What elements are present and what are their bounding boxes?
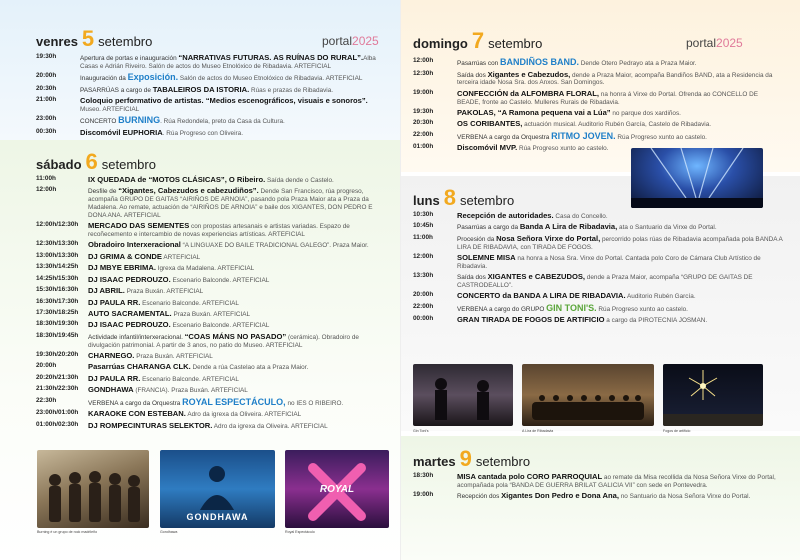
event-details: (FRANCIA). Praza Buxán. ARTEFICIAL	[133, 387, 248, 395]
event-time: 23:00h/01:00h	[36, 409, 79, 417]
brand-logo-right	[686, 36, 743, 50]
photo-caption-gin-tonis: Gin Toni's	[413, 429, 429, 433]
schedule-row	[36, 85, 381, 95]
event-details: ao remate da Misa recollida da Nosa Señora Virxe do Portal, acompañada pola “BANDA DE GUERRA BRILAT GALICIA VII” con sede en Pontevedra.	[457, 474, 776, 489]
event-details: Praza Buxán. ARTEFICIAL	[134, 352, 213, 360]
event-time: 15:30h/16:30h	[36, 286, 79, 294]
schedule-row	[36, 309, 381, 319]
guitarists-silhouette-icon	[413, 364, 513, 426]
schedule-row	[413, 222, 783, 232]
event-time: 21:30h/22:30h	[36, 385, 79, 393]
event-details: Casa do Concello.	[553, 213, 608, 220]
event-details: Escenario Balconde. ARTEFICIAL	[170, 322, 270, 330]
event-title: “Xigantes, Cabezudos e cabezudiños”.	[118, 186, 259, 196]
event-time: 23:00h	[36, 115, 57, 123]
event-title: IX QUEDADA de “MOTOS CLÁSICAS”, O Ribeiro.	[88, 175, 266, 184]
event-details: Adro da igrexa da Oliveira. ARTEFICIAL	[212, 422, 328, 430]
event-title: DJ ISAAC PEDROUZO.	[88, 320, 171, 330]
event-title: “COAS MÁNS NO PASADO”	[184, 331, 287, 341]
event-time: 18:30h/19:30h	[36, 320, 79, 328]
sunday-schedule	[413, 57, 783, 155]
photo-fireworks	[663, 364, 763, 426]
event-details: Escenario Balconde. ARTEFICIAL	[170, 276, 270, 284]
event-details: (cerámica). Obradoiro de divulgación patrimonial. A partir de 3 anos, no patio do Museo. ARTEFICIAL	[88, 333, 359, 349]
gondhawa-photo-label: GONDHAWA	[186, 512, 249, 522]
event-title: PAKOLAS, “A Ramona pequena vai a Lúa”	[457, 108, 611, 117]
event-time: 20:00h	[36, 72, 57, 80]
schedule-row	[413, 108, 783, 118]
event-description	[80, 53, 381, 71]
schedule-row	[36, 286, 381, 296]
event-description	[88, 221, 381, 239]
event-description	[88, 240, 381, 250]
event-time: 01:00h/02:30h	[36, 420, 79, 428]
event-details: Praza Buxán. ARTEFICIAL	[171, 310, 251, 318]
tuesday-day-number: 9	[459, 446, 472, 471]
event-time: 22:00h	[413, 130, 434, 138]
event-details: con propostas artesanais e artistas variadas. Espazo de recoñecemento e intercambio de novas experiencias artísticas. ARTEFICIAL	[88, 223, 350, 239]
event-description	[80, 128, 381, 138]
event-time: 01:00h	[413, 143, 434, 151]
schedule-row	[413, 491, 783, 501]
event-lead: VERBENA a cargo do GRUPO	[457, 305, 547, 313]
event-time: 22:00h	[413, 302, 434, 310]
event-details: . Rúa Progreso con Oliveira.	[162, 129, 243, 137]
photo-caption-royal: Royal Espectáculo	[285, 530, 315, 534]
event-time: 11:00h	[36, 175, 56, 182]
event-description	[80, 96, 381, 114]
saturday-heading	[36, 151, 156, 173]
event-title: Nosa Señora Virxe do Portal,	[496, 233, 601, 243]
schedule-row	[413, 234, 783, 252]
sunday-weekday: domingo	[413, 36, 468, 51]
event-description	[88, 186, 381, 219]
event-description	[457, 472, 783, 490]
event-title: GONDHAWA	[88, 385, 134, 395]
photo-burning-band	[37, 450, 149, 528]
photo-banda-lira	[522, 364, 654, 426]
photo-caption-burning: Burning é un grupo de rock madrileño	[37, 530, 98, 534]
event-description	[457, 57, 783, 68]
schedule-row	[36, 221, 381, 239]
friday-schedule	[36, 53, 381, 139]
schedule-row	[413, 131, 783, 142]
event-title: SOLEMNE MISA	[457, 253, 516, 263]
event-description	[88, 409, 381, 419]
tuesday-month: setembro	[475, 454, 531, 469]
event-details: a cargo da PIROTECNIA JOSMAN.	[604, 317, 708, 325]
schedule-row	[36, 409, 381, 419]
event-title: ROYAL ESPECTÁCULO,	[182, 396, 286, 407]
event-title: BANDIÑOS BAND.	[499, 57, 579, 67]
event-details: actuación musical. Auditorio Rubén García, Castelo de Ribadavia.	[522, 121, 712, 129]
event-details: no IES O RIBEIRO.	[285, 399, 344, 407]
event-description	[457, 315, 783, 325]
orchestra-icon	[522, 364, 654, 426]
event-lead: Apertura de portas e inauguración	[80, 55, 179, 62]
schedule-row	[413, 291, 783, 301]
schedule-row	[413, 315, 783, 325]
schedule-row	[413, 119, 783, 129]
event-description	[457, 253, 783, 271]
schedule-row	[36, 298, 381, 308]
event-title: DJ ABRIL.	[88, 286, 125, 296]
event-description	[88, 332, 381, 350]
friday-heading	[36, 28, 152, 50]
event-lead: PASARRÚAS a cargo de	[80, 86, 153, 94]
event-title: “NARRATIVAS FUTURAS. AS RUÍNAS DO RURAL”.	[178, 53, 364, 62]
band-silhouette-icon	[37, 450, 149, 528]
brand-name-right: portal	[686, 36, 717, 50]
event-time: 20:30h	[413, 119, 434, 127]
event-title: GRAN TIRADA DE FOGOS DE ARTIFICIO	[457, 315, 605, 325]
photo-ritmo-joven-stage	[631, 148, 763, 208]
event-description	[80, 72, 381, 83]
event-lead: Pasarrúas a cargo da	[457, 224, 520, 232]
schedule-row	[36, 263, 381, 273]
event-title: Coloquio performativo de artistas. “Medios escenográficos, visuais e sonoros”.	[80, 96, 368, 106]
event-title: Banda A Lira de Ribadavia,	[519, 222, 618, 232]
event-details: Museo. ARTEFICIAL	[80, 106, 140, 113]
schedule-row	[413, 211, 783, 221]
event-title: CONFECCIÓN da ALFOMBRA FLORAL,	[457, 88, 600, 98]
event-time: 13:30h	[413, 272, 434, 280]
event-description	[457, 211, 783, 221]
event-details: . Rúa Redondela, preto da Casa da Cultura.	[160, 118, 285, 126]
tuesday-schedule	[413, 472, 783, 503]
event-details: “A LINGUAXE DO BAILE TRADICIONAL GALEGO”. Praza Maior.	[180, 242, 369, 250]
event-description	[88, 421, 381, 431]
event-details: Rúas e prazas de Ribadavia.	[249, 86, 334, 94]
event-time: 20:00h	[36, 362, 57, 370]
event-description	[88, 275, 381, 285]
event-time: 19:30h	[413, 108, 434, 115]
event-description	[80, 85, 381, 95]
tuesday-heading	[413, 448, 530, 470]
event-title: Pasarrúas CHARANGA CLK.	[88, 362, 191, 372]
schedule-row	[413, 253, 783, 271]
schedule-row	[36, 374, 381, 384]
event-details: Alba Casas e Adrián Riveiro. Salón de actos do Museo Etnolóxico de Ribadavia. ARTEFICIAL	[80, 55, 376, 70]
saturday-month: setembro	[101, 157, 156, 172]
brand-year: 2025	[352, 34, 379, 48]
event-lead: Desfile de	[88, 188, 119, 196]
schedule-row	[36, 421, 381, 431]
event-details: Dende San Francisco, rúa progreso, acompaña GRUPO DE GAITAS “AIRIÑOS DE ARNOIA”, pasando pola Praza Maior ata a Praza da Madalena. Ao remate, actuación de “AIRIÑOS DE ARNOIA” e baile dos XIGANTES, DON PEDRO E DONA ANA. ARTEFICIAL	[88, 188, 373, 219]
event-lead: Saída dos	[457, 274, 488, 282]
event-details: Dende Otero Pedrayo ata a Praza Maior.	[579, 60, 697, 67]
event-details: Escenario Balconde. ARTEFICIAL	[140, 299, 239, 307]
event-time: 00:30h	[36, 127, 57, 135]
event-description	[457, 291, 783, 301]
schedule-row	[36, 53, 381, 71]
sunday-heading	[413, 30, 542, 52]
event-description	[457, 108, 783, 118]
event-time: 10:45h	[413, 222, 434, 230]
event-lead: Recepción dos	[457, 493, 502, 501]
event-description	[88, 397, 381, 408]
event-title: TABALEIROS DA ISTORIA.	[152, 84, 250, 94]
schedule-row	[36, 351, 381, 361]
event-title: DJ PAULA RR.	[88, 373, 141, 383]
event-title: Discomóvil MVP.	[457, 143, 518, 153]
event-details: Rúa Progreso xunto ao castelo.	[517, 145, 609, 153]
sunday-day-number: 7	[471, 28, 485, 53]
event-title: DJ PAULA RR.	[88, 297, 141, 307]
schedule-row	[36, 240, 381, 250]
event-details: Rúa Progreso xunto ao castelo.	[615, 133, 707, 141]
event-title: MISA cantada polo CORO PARROQUIAL	[457, 472, 603, 481]
friday-weekday: venres	[36, 34, 78, 49]
event-description	[457, 303, 783, 314]
schedule-row	[36, 96, 381, 114]
event-description	[88, 320, 381, 330]
friday-month: setembro	[98, 34, 153, 49]
event-description	[457, 131, 783, 142]
schedule-row	[36, 397, 381, 408]
event-time: 22:30h	[36, 396, 57, 404]
event-title: Xigantes e Cabezudos,	[487, 69, 571, 79]
schedule-row	[413, 472, 783, 490]
photo-caption-banda-lira: A Lira de Ribadavia	[522, 429, 554, 433]
fireworks-icon	[663, 364, 763, 426]
royal-photo-label: ROYAL	[319, 484, 355, 495]
event-lead: VERBENA a cargo da Orquestra	[457, 133, 552, 141]
event-description	[457, 491, 783, 501]
schedule-row	[36, 128, 381, 138]
event-details: na honra a Nosa Sra. Virxe do Portal. Cantada polo Coro de Cámara Club Artístico de Ribadavia.	[457, 255, 761, 270]
event-time: 12:00h	[36, 186, 57, 194]
event-time: 16:30h/17:30h	[36, 297, 79, 305]
event-description	[88, 263, 381, 273]
event-time: 00:00h	[413, 315, 434, 323]
event-title: CONCERTO da BANDA A LIRA DE RIBADAVIA.	[457, 291, 626, 301]
event-time: 12:30h/13:30h	[36, 240, 79, 248]
event-details: no parque dos xardiños.	[610, 110, 681, 117]
event-details: Saída dende o Castelo.	[265, 177, 334, 184]
event-title: Exposición.	[127, 72, 179, 83]
event-description	[457, 222, 783, 232]
event-time: 21:00h	[36, 96, 57, 104]
schedule-row	[413, 89, 783, 107]
monday-heading	[413, 187, 514, 209]
event-details: Escenario Balconde. ARTEFICIAL	[140, 375, 239, 383]
event-description	[457, 234, 783, 252]
monday-schedule	[413, 211, 783, 327]
schedule-row	[36, 186, 381, 219]
event-time: 12:30h	[413, 69, 434, 77]
schedule-row	[36, 115, 381, 126]
photo-royal-espectaculo	[285, 450, 389, 528]
event-description	[457, 119, 783, 129]
event-details: na honra á Virxe do Portal. Ofrenda ao CONCELLO DE BEADE, fronte ao Castelo. Mulleres Rurais de Ribadavia.	[457, 90, 759, 106]
event-description	[88, 362, 381, 372]
event-time: 12:00h	[413, 57, 434, 64]
photo-caption-fireworks: Fogos de artificio	[663, 429, 691, 433]
event-title: KARAOKE CON ESTEBAN.	[88, 409, 186, 419]
event-details: dende a Praza Maior, acompaña Bandiños BAND, ata a Residencia da terceira idade Nosa Sra. dos Anxos. San Domingos.	[457, 71, 773, 87]
photo-gondhawa	[160, 450, 275, 528]
event-title: XIGANTES e CABEZUDOS,	[487, 272, 586, 282]
event-time: 17:30h/18:25h	[36, 308, 79, 316]
brand-name: portal	[322, 34, 353, 48]
saturday-schedule	[36, 175, 381, 432]
event-title: CHARNEGO.	[88, 350, 135, 360]
event-title: Discomóvil EUPHORIA	[80, 127, 163, 137]
event-lead: Pasarrúas con	[457, 60, 500, 67]
event-lead: Actividade infantil/interxeracional.	[88, 333, 185, 341]
schedule-row	[413, 70, 783, 88]
event-details: Dende a rúa Castelao ata a Praza Maior.	[190, 364, 309, 372]
saturday-weekday: sábado	[36, 157, 82, 172]
event-details: Salón de actos do Museo Etnolóxico de Ribadavia. ARTEFICIAL	[178, 75, 363, 83]
schedule-row	[36, 320, 381, 330]
event-time: 13:30h/14:25h	[36, 263, 79, 271]
event-description	[457, 89, 783, 107]
event-title: OS CORIBANTES,	[457, 119, 523, 129]
event-time: 19:30h/20:20h	[36, 350, 79, 358]
event-title: Obradoiro Interxeracional	[88, 240, 181, 250]
event-description	[457, 70, 783, 88]
event-time: 19:00h	[413, 88, 434, 96]
event-details: ARTEFICIAL	[161, 253, 201, 261]
brand-year-right: 2025	[716, 36, 743, 50]
photo-gin-tonis	[413, 364, 513, 426]
event-details: dende a Praza Maior, acompaña “GRUPO DE GAITAS DE CASTRODEALLO”.	[457, 274, 753, 290]
schedule-row	[36, 385, 381, 395]
event-title: GIN TONI'S.	[546, 302, 597, 313]
right-page	[400, 0, 800, 560]
stage-lights-icon	[631, 148, 763, 208]
event-time: 19:00h	[413, 491, 434, 499]
schedule-row	[36, 72, 381, 83]
schedule-row	[36, 175, 381, 185]
event-description	[457, 272, 783, 290]
event-description	[88, 385, 381, 395]
event-title: AUTO SACRAMENTAL.	[88, 308, 172, 318]
tuesday-weekday: martes	[413, 454, 456, 469]
schedule-row	[413, 303, 783, 314]
event-description	[88, 252, 381, 262]
event-time: 20:30h	[36, 84, 57, 92]
event-title: MERCADO DAS SEMENTES	[88, 221, 190, 231]
event-time: 20:20h/21:30h	[36, 373, 79, 381]
event-lead: VERBENA a cargo da Orquestra	[88, 399, 183, 407]
event-title: BURNING	[118, 115, 161, 126]
event-details: Rúa Progreso xunto ao castelo.	[596, 305, 688, 313]
schedule-row	[36, 332, 381, 350]
event-details: Praza Buxán. ARTEFICIAL	[124, 288, 204, 296]
brand-logo-left	[322, 34, 379, 48]
schedule-row	[36, 252, 381, 262]
monday-day-number: 8	[443, 185, 456, 210]
event-details: Auditorio Rubén García.	[625, 293, 696, 301]
event-description	[88, 298, 381, 308]
event-title: RITMO JOVEN.	[551, 130, 616, 141]
event-details: Igrexa da Madalena. ARTEFICIAL	[155, 265, 255, 273]
event-description	[88, 175, 381, 185]
event-title: DJ ROMPECINTURAS SELEKTOR.	[88, 420, 213, 430]
event-time: 10:30h	[413, 211, 434, 218]
event-title: Recepción de autoridades.	[457, 211, 554, 220]
saturday-day-number: 6	[85, 149, 98, 174]
event-lead: Saída dos	[457, 71, 488, 79]
event-title: DJ GRIMA & CONDE	[88, 251, 162, 261]
event-time: 12:00h/12:30h	[36, 221, 79, 229]
event-details: ata o Santuario da Virxe do Portal.	[617, 224, 717, 232]
event-lead: Inauguración da	[80, 75, 128, 83]
event-lead: CONCERTO	[80, 118, 119, 126]
event-time: 14:25h/15:30h	[36, 274, 79, 282]
schedule-row	[36, 275, 381, 285]
event-description	[88, 351, 381, 361]
monday-weekday: luns	[413, 193, 440, 208]
event-lead: Procesión da	[457, 235, 497, 243]
event-description	[80, 115, 381, 126]
event-time: 12:00h	[413, 253, 434, 261]
event-description	[88, 374, 381, 384]
event-description	[88, 286, 381, 296]
sunday-month: setembro	[488, 36, 543, 51]
schedule-row	[36, 362, 381, 372]
event-details: Adro da igrexa da Oliveira. ARTEFICIAL	[185, 411, 302, 419]
monday-month: setembro	[459, 193, 515, 208]
event-time: 20:00h	[413, 291, 434, 299]
event-time: 11:00h	[413, 233, 433, 241]
event-details: percorrido polas rúas de Ribadavia acompañada pola BANDA A LIRA DE RIBADAVIA, con TIRADA DE FOGOS.	[457, 235, 783, 251]
event-time: 13:00h/13:30h	[36, 251, 79, 259]
event-time: 18:30h	[413, 472, 434, 479]
event-title: DJ ISAAC PEDROUZO.	[88, 274, 171, 284]
schedule-row	[413, 272, 783, 290]
schedule-row	[413, 57, 783, 68]
friday-day-number: 5	[81, 26, 95, 51]
event-time: 19:30h	[36, 53, 57, 60]
event-title: Xigantes Don Pedro e Dona Ana,	[501, 491, 619, 501]
photo-caption-gondhawa: Gondhawa	[160, 530, 178, 534]
event-time: 18:30h/19:45h	[36, 331, 79, 339]
event-details: no Santuario da Nosa Señora Virxe do Portal.	[618, 493, 751, 501]
event-title: DJ MBYE EBRIMA.	[88, 263, 156, 273]
event-description	[88, 309, 381, 319]
